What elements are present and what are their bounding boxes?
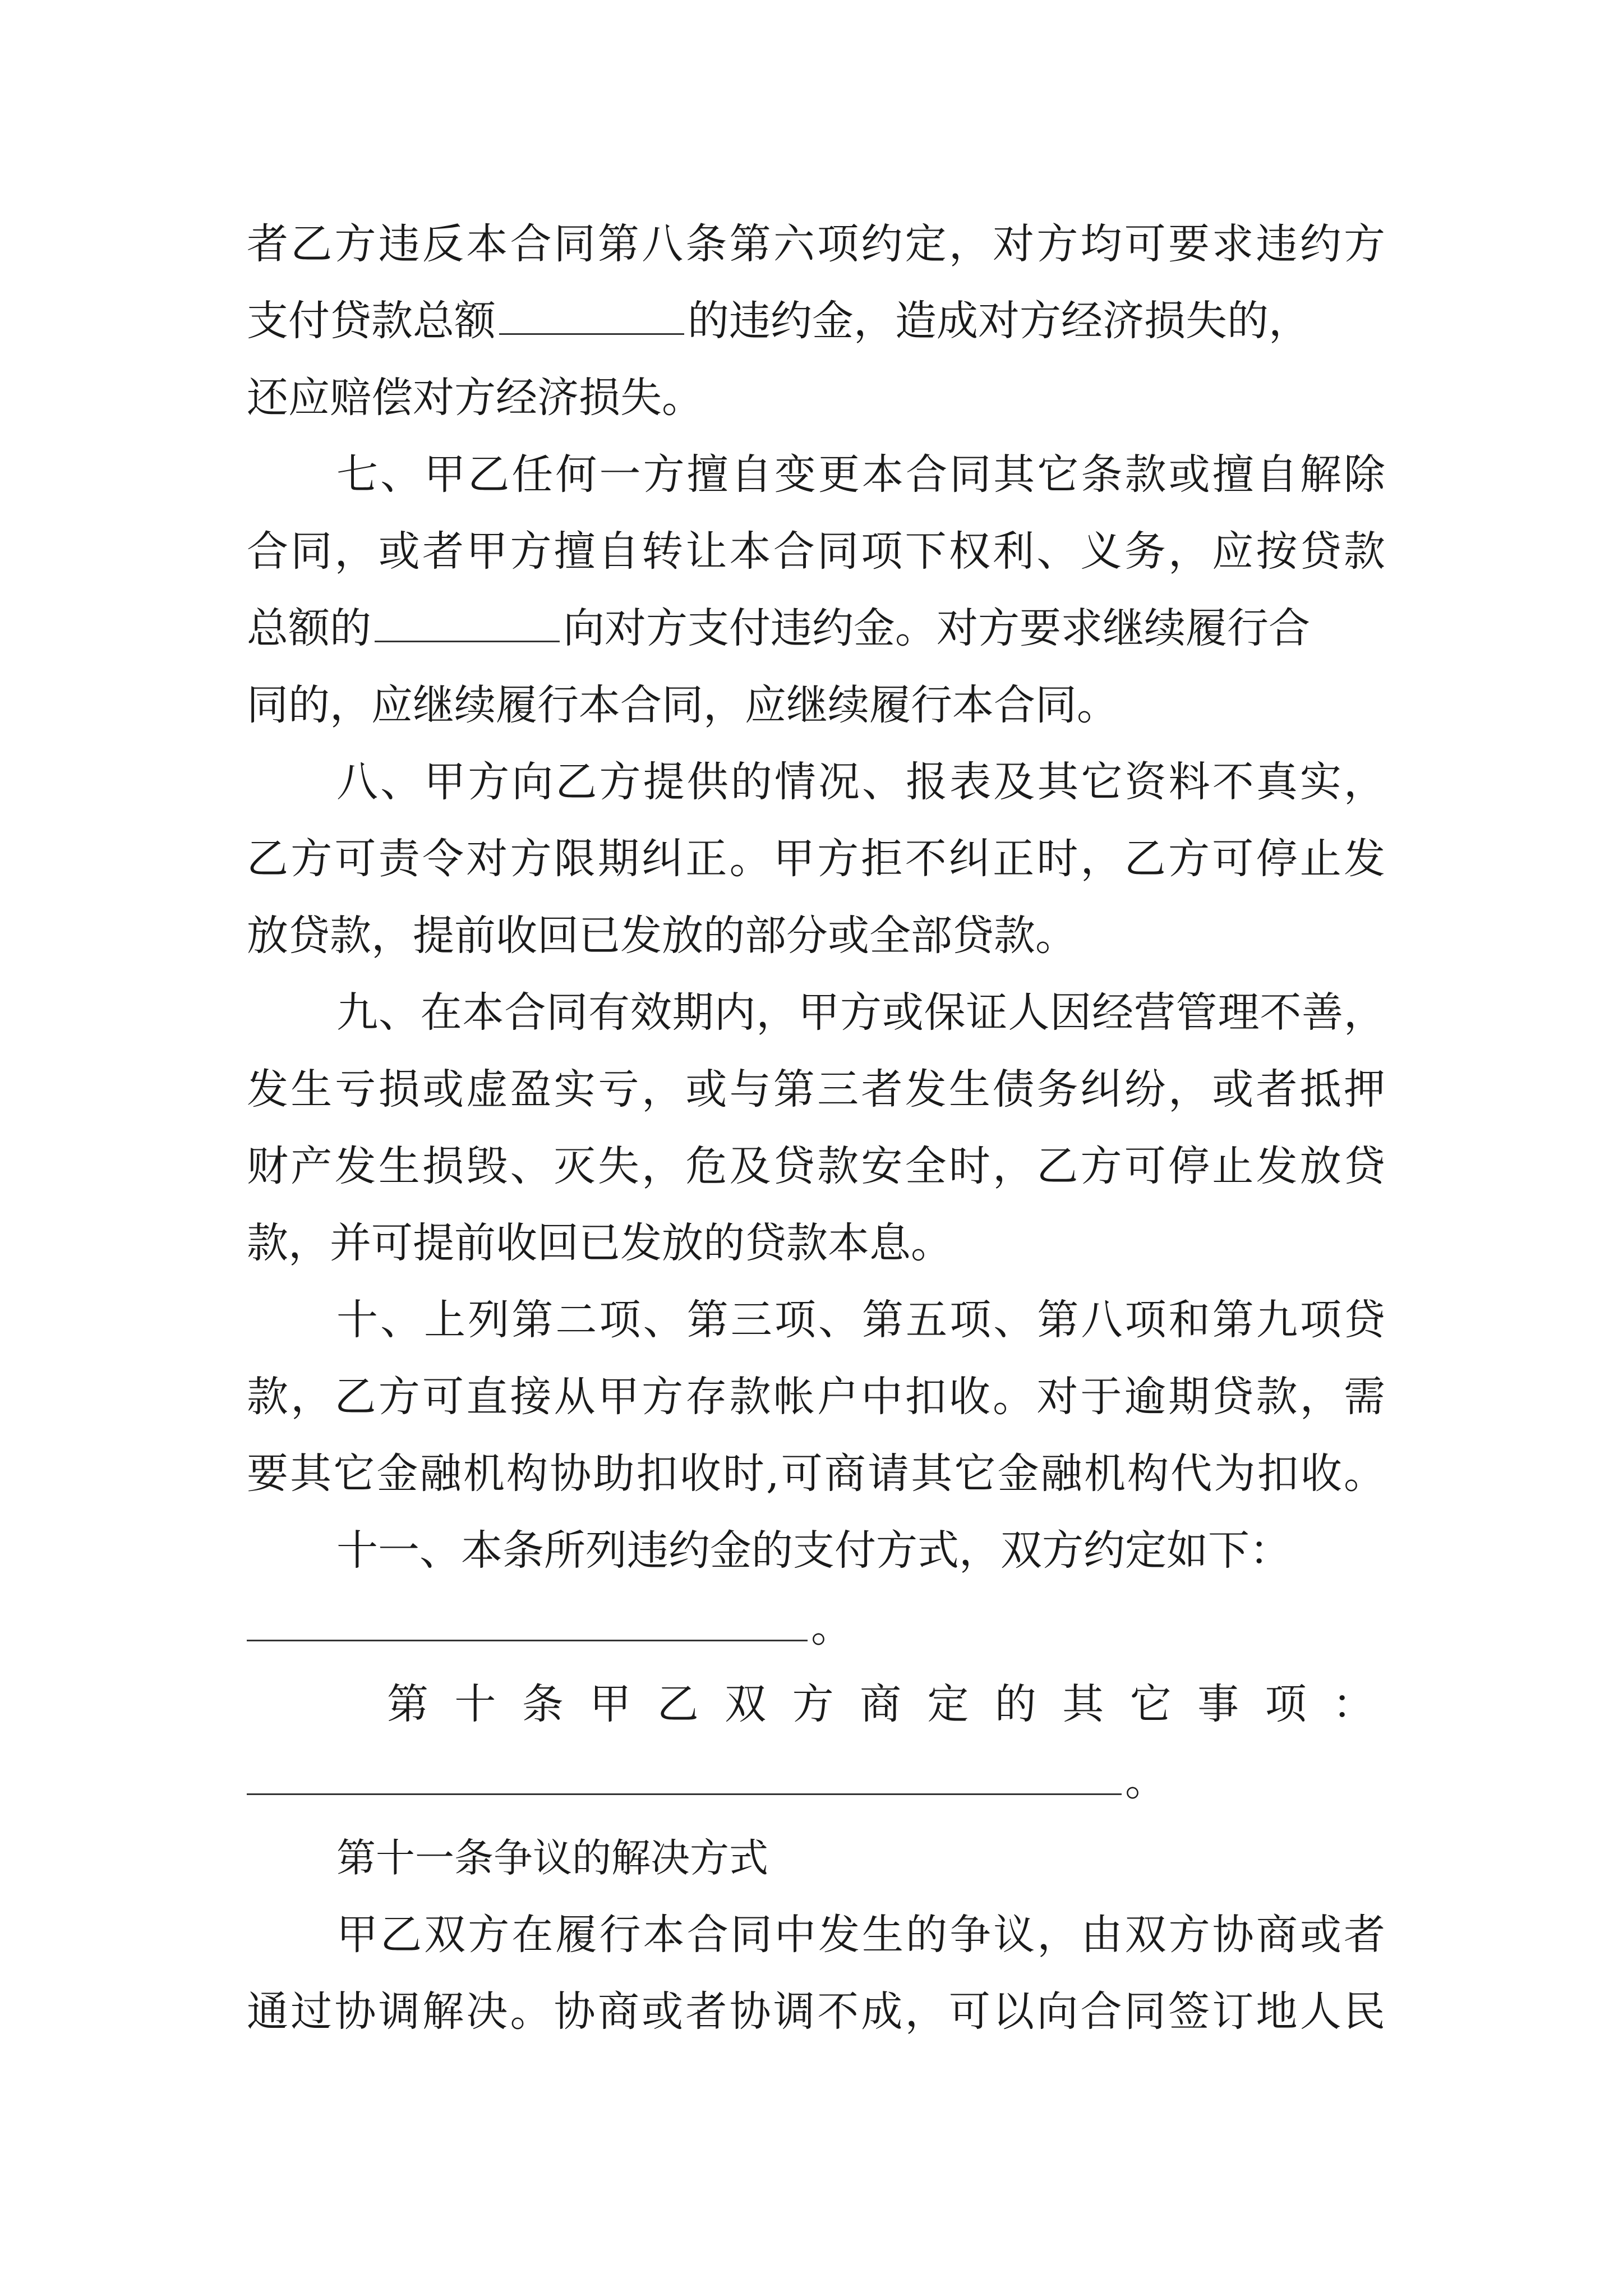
fill-in-blank[interactable] (247, 1605, 808, 1641)
fill-in-blank[interactable] (499, 298, 684, 335)
blank-line (247, 1588, 1385, 1667)
text-line: 者乙方违反本合同第八条第六项约定，对方均可要求违约方 (247, 220, 1385, 268)
line-text-after: 。 (811, 1603, 852, 1651)
line-text-before: 总额的 (247, 604, 371, 652)
blank-line (247, 1742, 1385, 1820)
text-line-with-blank (247, 589, 1385, 668)
paragraph-9-start: 九、在本合同有效期内，甲方或保证人因经营管理不善， (336, 988, 1385, 1037)
line-text-after: 。 (1125, 1757, 1166, 1805)
paragraph-11-start: 十一、本条所列违约金的支付方式，双方约定如下： (336, 1526, 1291, 1575)
text-line: 款，并可提前收回已发放的贷款本息。 (247, 1219, 952, 1267)
text-line: 财产发生损毁、灭失，危及贷款安全时，乙方可停止发放贷 (247, 1142, 1385, 1190)
text-line: 通过协调解决。协商或者协调不成，可以向合同签订地人民 (247, 1987, 1385, 2036)
article-10-heading: 第十条甲乙双方商定的其它事项： (387, 1680, 1374, 1728)
text-line: 要其它金融机构协助扣收时,可商请其它金融机构代为扣收。 (247, 1450, 1385, 1498)
line-text-after: 的违约金，造成对方经济损失的， (688, 297, 1310, 345)
text-line: 还应赔偿对方经济损失。 (247, 374, 703, 422)
text-line: 乙方可责令对方限期纠正。甲方拒不纠正时，乙方可停止发 (247, 835, 1385, 883)
paragraph-dispute-start: 甲乙双方在履行本合同中发生的争议，由双方协商或者 (336, 1911, 1385, 1959)
fill-in-blank[interactable] (375, 606, 560, 642)
line-text-after: 向对方支付违约金。对方要求继续履行合 (563, 604, 1310, 652)
paragraph-10-start: 十、上列第二项、第三项、第五项、第八项和第九项贷 (336, 1296, 1385, 1344)
text-line: 合同，或者甲方擅自转让本合同项下权利、义务，应按贷款 (247, 527, 1385, 576)
text-line: 同的，应继续履行本合同，应继续履行本合同。 (247, 681, 1118, 729)
text-line: 放贷款，提前收回已发放的部分或全部贷款。 (247, 912, 1077, 960)
text-line-with-blank (247, 282, 1385, 360)
article-11-heading: 第十一条争议的解决方式 (336, 1835, 768, 1881)
paragraph-7-start: 七、甲乙任何一方擅自变更本合同其它条款或擅自解除 (336, 450, 1385, 499)
paragraph-8-start: 八、甲方向乙方提供的情况、报表及其它资料不真实， (336, 758, 1385, 806)
fill-in-blank[interactable] (247, 1759, 1122, 1795)
line-text-before: 支付贷款总额 (247, 297, 496, 345)
text-line: 款，乙方可直接从甲方存款帐户中扣收。对于逾期贷款，需 (247, 1373, 1385, 1421)
text-line: 发生亏损或虚盈实亏，或与第三者发生债务纠纷，或者抵押 (247, 1065, 1385, 1114)
